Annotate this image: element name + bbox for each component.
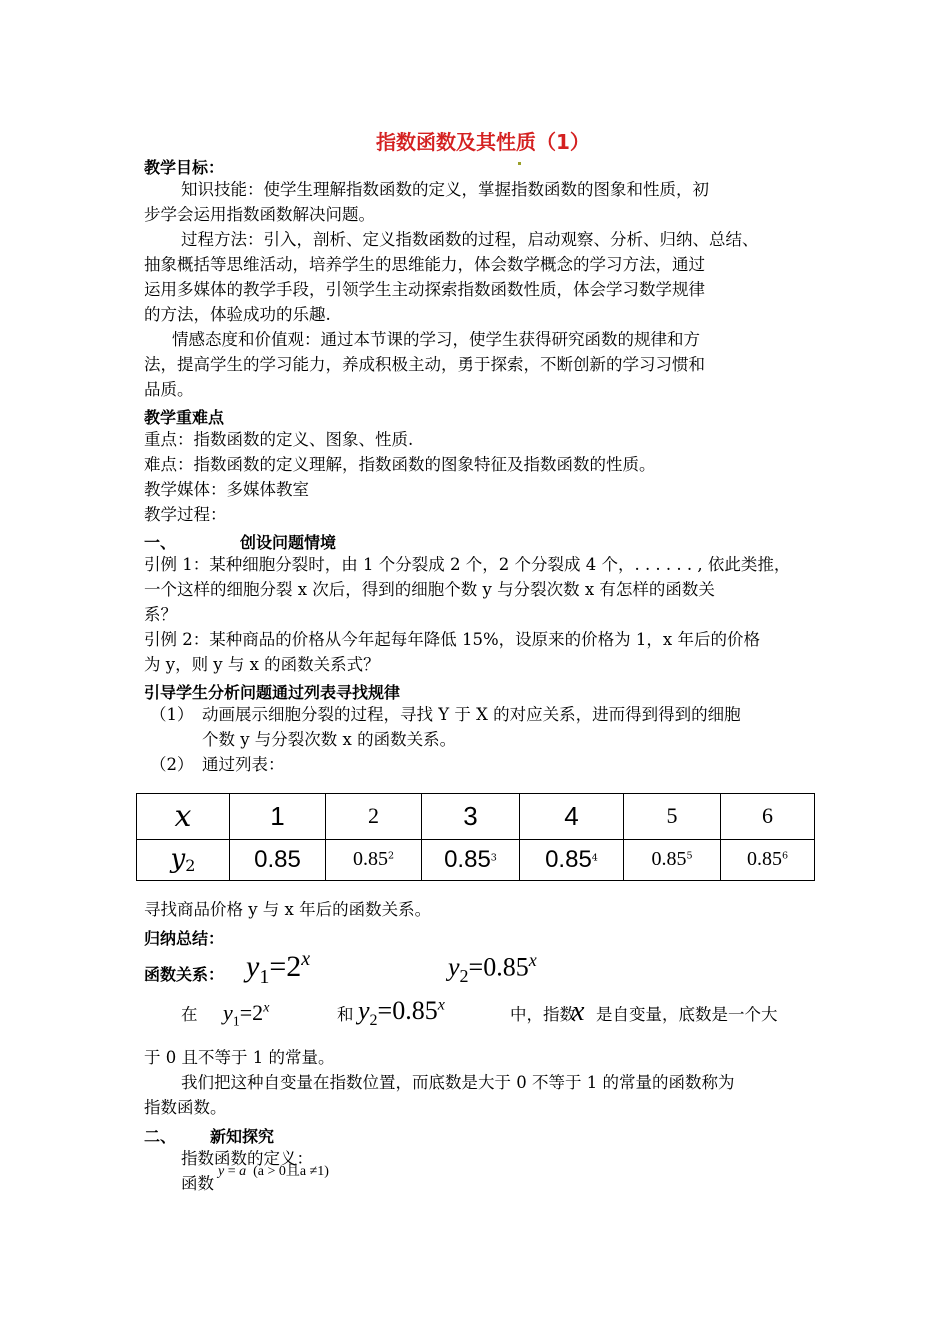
page-title: 指数函数及其性质（1） — [376, 130, 590, 154]
goals-process-line: 运用多媒体的教学手段，引领学生主动探索指数函数性质，体会学习数学规律 — [144, 280, 705, 299]
formula-y1: $y_1=2^x$ — [246, 948, 311, 988]
inline-formula-y1: $y_1=2^x$ — [223, 1000, 270, 1030]
table-row — [137, 794, 815, 840]
values-table — [136, 793, 815, 881]
process-text: 教学过程： — [144, 505, 227, 524]
sentence-mid: 中，指数 — [510, 1005, 576, 1024]
table-cell: 6 — [721, 794, 815, 840]
goals-emotion-line: 情感态度和价值观：通过本节课的学习，使学生获得研究函数的规律和方 — [172, 330, 700, 349]
table-cell: 2 — [326, 794, 422, 840]
key-points-heading: 教学重难点 — [144, 408, 225, 427]
find-text: 寻找商品价格 y 与 x 年后的函数关系。 — [144, 900, 432, 919]
example2-line: 为 y，则 y 与 x 的函数关系式？ — [144, 655, 380, 674]
sentence-suffix: 是自变量，底数是一个大 — [596, 1005, 778, 1024]
sentence-line2: 于 0 且不等于 1 的常量。 — [144, 1048, 335, 1067]
media-text: 教学媒体：多媒体教室 — [144, 480, 309, 499]
definition-line: 我们把这种自变量在指数位置，而底数是大于 0 不等于 1 的常量的函数称为 — [181, 1073, 735, 1092]
formula-y2: $y_2=0.85^x$ — [448, 950, 537, 986]
goals-process-line: 过程方法：引入，剖析、定义指数函数的过程，启动观察、分析、归纳、总结、 — [181, 230, 759, 249]
table-cell: 3 — [422, 794, 520, 840]
relation-label: 函数关系： — [144, 965, 225, 984]
guide-heading: 引导学生分析问题通过列表寻找规律 — [144, 683, 401, 702]
table-cell: 0.85$^4$ — [520, 839, 624, 880]
goals-emotion-line: 法，提高学生的学习能力，养成积极主动，勇于探索，不断创新的学习习惯和 — [144, 355, 705, 374]
summary-heading: 归纳总结： — [144, 929, 225, 948]
section2-number: 二、 — [144, 1127, 177, 1146]
func-label: 函数 — [181, 1174, 214, 1193]
goals-emotion-line: 品质。 — [144, 380, 194, 399]
example1-line: 引例 1：某种细胞分裂时，由 1 个分裂成 2 个，2 个分裂成 4 个，. . . . . . , 依此类推， — [144, 555, 791, 574]
item1-label: （1） — [150, 705, 194, 724]
sentence-var-x: x — [572, 996, 585, 1027]
table-cell: 0.85 — [230, 839, 326, 880]
inline-formula-y2: $y_2=0.85^x$ — [358, 996, 445, 1030]
table-cell: 1 — [230, 794, 326, 840]
definition-line: 指数函数。 — [144, 1098, 227, 1117]
example1-line: 一个这样的细胞分裂 x 次后，得到的细胞个数 y 与分裂次数 x 有怎样的函数关 — [144, 580, 715, 599]
func-formula: y = a (a > 0且a ≠1) — [218, 1164, 329, 1179]
item1-line: 个数 y 与分裂次数 x 的函数关系。 — [202, 730, 457, 749]
table-cell: 4 — [520, 794, 624, 840]
goals-heading: 教学目标： — [144, 158, 225, 177]
table-row-label-y: $y_2$ — [137, 839, 230, 880]
table-header-x: x — [137, 794, 230, 840]
difficulty-text: 难点：指数函数的定义理解，指数函数的图象特征及指数函数的性质。 — [144, 455, 656, 474]
table-cell: 0.85$^6$ — [721, 839, 815, 880]
section2-title: 新知探究 — [210, 1127, 275, 1146]
section1-number: 一、 — [144, 533, 177, 552]
table-cell: 5 — [624, 794, 721, 840]
example2-line: 引例 2：某种商品的价格从今年起每年降低 15%，设原来的价格为 1，x 年后的价格 — [144, 630, 760, 649]
section1-title: 创设问题情境 — [240, 533, 337, 552]
goals-process-line: 抽象概括等思维活动，培养学生的思维能力，体会数学概念的学习方法，通过 — [144, 255, 705, 274]
item2-text: 通过列表： — [202, 755, 285, 774]
item2-label: （2） — [150, 755, 194, 774]
key-point-text: 重点：指数函数的定义、图象、性质. — [144, 430, 414, 449]
table-cell: 0.85$^5$ — [624, 839, 721, 880]
item1-line: 动画展示细胞分裂的过程，寻找 Y 于 X 的对应关系，进而得到得到的细胞 — [202, 705, 741, 724]
sentence-prefix: 在 — [181, 1005, 198, 1024]
table-row — [137, 839, 815, 880]
table-cell: 0.85$^2$ — [326, 839, 422, 880]
decorative-dot — [518, 162, 521, 165]
example1-line: 系？ — [144, 605, 177, 624]
def-heading: 指数函数的定义： — [181, 1149, 313, 1168]
goals-process-line: 的方法，体验成功的乐趣. — [144, 305, 331, 324]
sentence-and: 和 — [337, 1005, 354, 1024]
table-cell: 0.85$^3$ — [422, 839, 520, 880]
goals-knowledge-line: 步学会运用指数函数解决问题。 — [144, 205, 375, 224]
goals-knowledge-line: 知识技能：使学生理解指数函数的定义，掌握指数函数的图象和性质，初 — [181, 180, 709, 199]
